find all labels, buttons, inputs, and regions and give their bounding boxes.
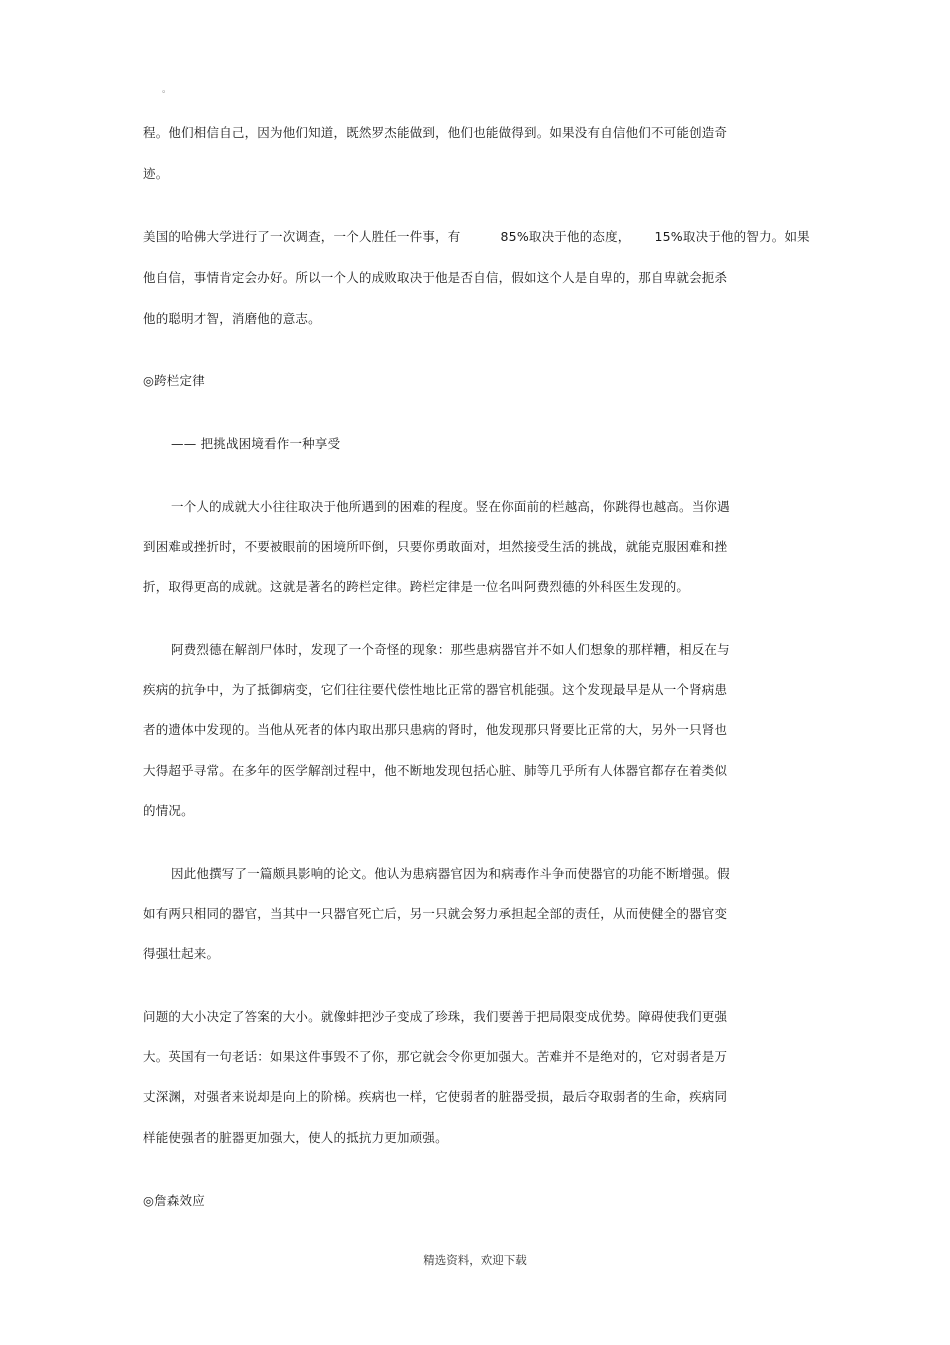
text-line: 样能使强者的脏器更加强大，使人的抵抗力更加顽强。 (143, 1130, 448, 1145)
text-line: 疾病的抗争中，为了抵御病变，它们往往要代偿性地比正常的器官机能强。这个发现最早是从一个肾病患 (143, 682, 728, 697)
section-subtitle: —— 把挑战困境看作一种享受 (171, 436, 341, 451)
text-segment: 美国的哈佛大学进行了一次调查，一个人胜任一件事，有 (143, 229, 461, 244)
text-line: 的情况。 (143, 803, 194, 818)
text-line: 他自信，事情肯定会办好。所以一个人的成败取决于他是否自信，假如这个人是自卑的，那自卑就会扼杀 (143, 270, 728, 285)
text-line: 大。英国有一句老话：如果这件事毁不了你，那它就会令你更加强大。苦难并不是绝对的，它对弱者是万 (143, 1049, 728, 1064)
text-line: 阿费烈德在解剖尸体时，发现了一个奇怪的现象：那些患病器官并不如人们想象的那样糟，相反在与 (171, 642, 730, 657)
text-line: 如有两只相同的器官，当其中一只器官死亡后，另一只就会努力承担起全部的责任，从而使健全的器官变 (143, 906, 728, 921)
text-line: 大得超乎寻常。在多年的医学解剖过程中，他不断地发现包括心脏、肺等几乎所有人体器官都存在着类似 (143, 763, 728, 778)
text-line: 一个人的成就大小往往取决于他所遇到的困难的程度。竖在你面前的栏越高，你跳得也越高。当你遇 (171, 499, 730, 514)
top-mark: 。 (162, 85, 172, 95)
text-line: 他的聪明才智，消磨他的意志。 (143, 311, 321, 326)
text-line: 到困难或挫折时，不要被眼前的困境所吓倒，只要你勇敢面对，坦然接受生活的挑战，就能克服困难和挫 (143, 539, 728, 554)
page-footer: 精选资料，欢迎下载 (423, 1253, 527, 1267)
section-heading: ◎跨栏定律 (143, 373, 205, 388)
section-heading: ◎詹森效应 (143, 1193, 205, 1208)
text-segment: 15%取决于他的智力。如果 (654, 229, 810, 244)
text-line: 问题的大小决定了答案的大小。就像蚌把沙子变成了珍珠，我们要善于把局限变成优势。障碍使我们更强 (143, 1009, 728, 1024)
text-line: 得强壮起来。 (143, 946, 220, 961)
text-line: 丈深渊，对强者来说却是向上的阶梯。疾病也一样，它使弱者的脏器受损，最后夺取弱者的生命，疾病同 (143, 1089, 728, 1104)
text-line (143, 229, 810, 245)
text-line: 折，取得更高的成就。这就是著名的跨栏定律。跨栏定律是一位名叫阿费烈德的外科医生发现的。 (143, 579, 690, 594)
text-line: 因此他撰写了一篇颇具影响的论文。他认为患病器官因为和病毒作斗争而使器官的功能不断增强。假 (171, 866, 730, 881)
text-line: 程。他们相信自己，因为他们知道，既然罗杰能做到，他们也能做得到。如果没有自信他们不可能创造奇 (143, 125, 728, 140)
text-segment: 85%取决于他的态度， (500, 229, 631, 244)
text-line: 迹。 (143, 166, 169, 181)
text-line: 者的遗体中发现的。当他从死者的体内取出那只患病的肾时，他发现那只肾要比正常的大，另外一只肾也 (143, 722, 728, 737)
